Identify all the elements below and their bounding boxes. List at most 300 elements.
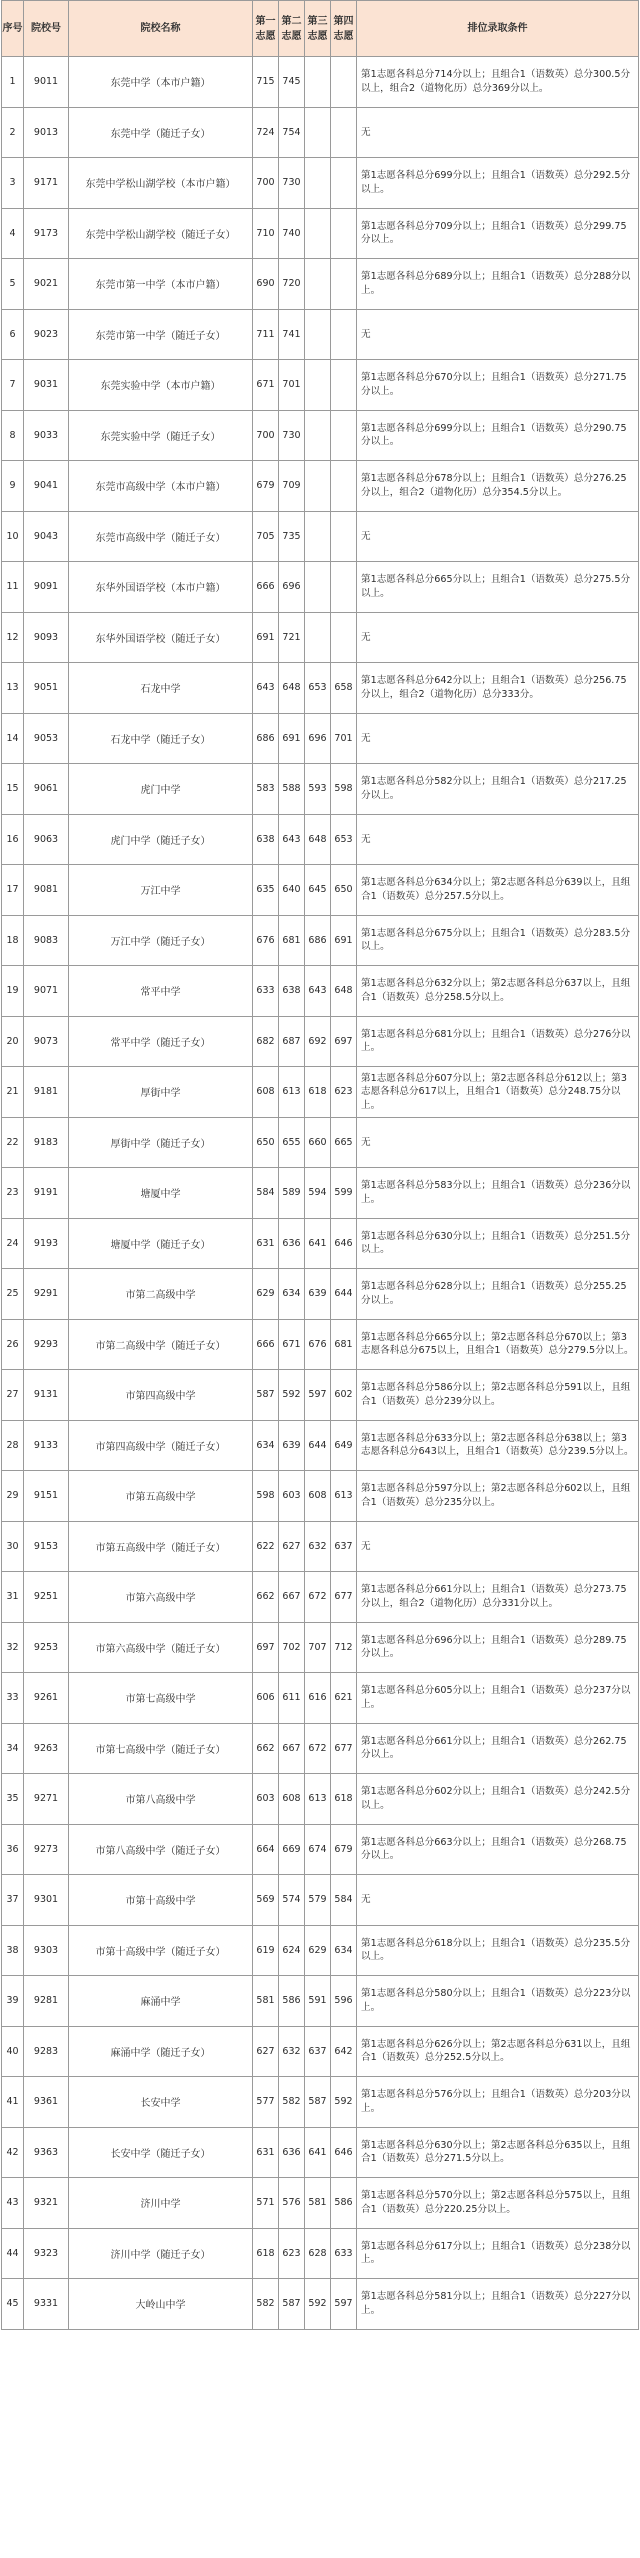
cell-first-choice-score: 690 (253, 259, 279, 310)
cell-first-choice-score: 631 (253, 2127, 279, 2178)
header-fourth-choice: 第四 志愿 (331, 1, 357, 57)
cell-seq: 33 (2, 1673, 24, 1724)
cell-second-choice-score: 624 (279, 1925, 305, 1976)
admission-score-table (1, 0, 639, 2330)
table-row (2, 2279, 639, 2330)
cell-school-code: 9303 (24, 1925, 69, 1976)
cell-admission-condition: 第1志愿各科总分628分以上；且组合1（语数英）总分255.25分以上。 (357, 1269, 639, 1320)
cell-fourth-choice-score: 677 (331, 1723, 357, 1774)
cell-school-name: 市第六高级中学（随迁子女） (69, 1622, 253, 1673)
cell-school-name: 市第四高级中学（随迁子女） (69, 1420, 253, 1471)
cell-school-name: 万江中学 (69, 865, 253, 916)
cell-school-code: 9321 (24, 2178, 69, 2229)
cell-second-choice-score: 745 (279, 57, 305, 108)
cell-school-name: 东华外国语学校（本市户籍） (69, 562, 253, 613)
cell-fourth-choice-score: 653 (331, 814, 357, 865)
cell-first-choice-score: 671 (253, 360, 279, 411)
table-row (2, 511, 639, 562)
cell-first-choice-score: 643 (253, 663, 279, 714)
table-row (2, 208, 639, 259)
cell-second-choice-score: 721 (279, 612, 305, 663)
table-row (2, 2127, 639, 2178)
cell-school-name: 万江中学（随迁子女） (69, 915, 253, 966)
cell-second-choice-score: 671 (279, 1319, 305, 1370)
cell-seq: 42 (2, 2127, 24, 2178)
cell-admission-condition: 第1志愿各科总分663分以上；且组合1（语数英）总分268.75分以上。 (357, 1824, 639, 1875)
cell-third-choice-score: 579 (305, 1875, 331, 1926)
cell-first-choice-score: 603 (253, 1774, 279, 1825)
cell-school-code: 9173 (24, 208, 69, 259)
cell-first-choice-score: 691 (253, 612, 279, 663)
cell-school-code: 9181 (24, 1067, 69, 1118)
cell-school-name: 石龙中学（随迁子女） (69, 713, 253, 764)
table-row (2, 865, 639, 916)
cell-fourth-choice-score: 592 (331, 2077, 357, 2128)
cell-school-code: 9043 (24, 511, 69, 562)
cell-fourth-choice-score: 602 (331, 1370, 357, 1421)
cell-school-name: 东莞中学松山湖学校（本市户籍） (69, 158, 253, 209)
cell-seq: 30 (2, 1521, 24, 1572)
cell-fourth-choice-score: 584 (331, 1875, 357, 1926)
cell-second-choice-score: 586 (279, 1976, 305, 2027)
table-row (2, 107, 639, 158)
cell-fourth-choice-score (331, 612, 357, 663)
cell-seq: 37 (2, 1875, 24, 1926)
header-third-choice: 第三 志愿 (305, 1, 331, 57)
cell-first-choice-score: 583 (253, 764, 279, 815)
cell-school-code: 9153 (24, 1521, 69, 1572)
cell-admission-condition: 无 (357, 814, 639, 865)
cell-seq: 18 (2, 915, 24, 966)
cell-first-choice-score: 705 (253, 511, 279, 562)
cell-seq: 39 (2, 1976, 24, 2027)
table-row (2, 1723, 639, 1774)
cell-third-choice-score: 676 (305, 1319, 331, 1370)
cell-seq: 16 (2, 814, 24, 865)
table-row (2, 915, 639, 966)
cell-third-choice-score: 597 (305, 1370, 331, 1421)
cell-seq: 24 (2, 1218, 24, 1269)
cell-admission-condition: 第1志愿各科总分699分以上；且组合1（语数英）总分292.5分以上。 (357, 158, 639, 209)
table-row (2, 1319, 639, 1370)
cell-admission-condition: 无 (357, 511, 639, 562)
table-row (2, 57, 639, 108)
cell-third-choice-score: 581 (305, 2178, 331, 2229)
cell-third-choice-score: 591 (305, 1976, 331, 2027)
cell-school-code: 9191 (24, 1168, 69, 1219)
cell-fourth-choice-score: 679 (331, 1824, 357, 1875)
cell-second-choice-score: 576 (279, 2178, 305, 2229)
cell-school-name: 厚街中学 (69, 1067, 253, 1118)
table-row (2, 663, 639, 714)
cell-fourth-choice-score: 701 (331, 713, 357, 764)
cell-third-choice-score: 592 (305, 2279, 331, 2330)
cell-school-name: 塘厦中学（随迁子女） (69, 1218, 253, 1269)
cell-admission-condition: 第1志愿各科总分632分以上；第2志愿各科总分637以上，且组合1（语数英）总分258.5分以上。 (357, 966, 639, 1017)
cell-fourth-choice-score: 681 (331, 1319, 357, 1370)
cell-seq: 40 (2, 2026, 24, 2077)
cell-school-name: 常平中学（随迁子女） (69, 1016, 253, 1067)
cell-admission-condition: 第1志愿各科总分583分以上；且组合1（语数英）总分236分以上。 (357, 1168, 639, 1219)
cell-admission-condition: 第1志愿各科总分602分以上；且组合1（语数英）总分242.5分以上。 (357, 1774, 639, 1825)
cell-first-choice-score: 697 (253, 1622, 279, 1673)
cell-second-choice-score: 636 (279, 2127, 305, 2178)
cell-second-choice-score: 648 (279, 663, 305, 714)
cell-school-name: 东莞实验中学（随迁子女） (69, 410, 253, 461)
cell-first-choice-score: 598 (253, 1471, 279, 1522)
table-row (2, 1976, 639, 2027)
table-row (2, 461, 639, 512)
table-row (2, 612, 639, 663)
cell-school-code: 9023 (24, 309, 69, 360)
cell-admission-condition: 第1志愿各科总分665分以上；且组合1（语数英）总分275.5分以上。 (357, 562, 639, 613)
cell-school-name: 市第六高级中学 (69, 1572, 253, 1623)
cell-school-name: 济川中学 (69, 2178, 253, 2229)
cell-seq: 31 (2, 1572, 24, 1623)
cell-school-code: 9171 (24, 158, 69, 209)
cell-school-code: 9323 (24, 2228, 69, 2279)
cell-admission-condition: 第1志愿各科总分586分以上；第2志愿各科总分591以上，且组合1（语数英）总分239分以上。 (357, 1370, 639, 1421)
cell-seq: 17 (2, 865, 24, 916)
cell-school-name: 市第八高级中学（随迁子女） (69, 1824, 253, 1875)
table-row (2, 158, 639, 209)
cell-second-choice-score: 603 (279, 1471, 305, 1522)
cell-school-code: 9251 (24, 1572, 69, 1623)
cell-second-choice-score: 669 (279, 1824, 305, 1875)
cell-school-name: 厚街中学（随迁子女） (69, 1117, 253, 1168)
cell-third-choice-score (305, 158, 331, 209)
cell-third-choice-score: 613 (305, 1774, 331, 1825)
cell-fourth-choice-score (331, 57, 357, 108)
table-row (2, 360, 639, 411)
cell-second-choice-score: 640 (279, 865, 305, 916)
table-body (2, 57, 639, 2330)
table-row (2, 1168, 639, 1219)
cell-admission-condition: 第1志愿各科总分699分以上；且组合1（语数英）总分290.75分以上。 (357, 410, 639, 461)
cell-admission-condition: 第1志愿各科总分582分以上；且组合1（语数英）总分217.25分以上。 (357, 764, 639, 815)
cell-first-choice-score: 679 (253, 461, 279, 512)
table-row (2, 1471, 639, 1522)
cell-admission-condition: 第1志愿各科总分678分以上；且组合1（语数英）总分276.25分以上，组合2（道物化历）总分354.5分以上。 (357, 461, 639, 512)
cell-school-name: 常平中学 (69, 966, 253, 1017)
cell-second-choice-score: 608 (279, 1774, 305, 1825)
cell-seq: 5 (2, 259, 24, 310)
cell-admission-condition: 第1志愿各科总分607分以上；第2志愿各科总分612以上；第3志愿各科总分617以上，且组合1（语数英）总分248.75分以上。 (357, 1067, 639, 1118)
cell-school-name: 东莞中学松山湖学校（随迁子女） (69, 208, 253, 259)
cell-admission-condition: 无 (357, 612, 639, 663)
cell-admission-condition: 无 (357, 1521, 639, 1572)
cell-third-choice-score: 608 (305, 1471, 331, 1522)
cell-seq: 4 (2, 208, 24, 259)
cell-admission-condition: 第1志愿各科总分661分以上；且组合1（语数英）总分273.75分以上，组合2（道物化历）总分331分以上。 (357, 1572, 639, 1623)
cell-third-choice-score: 696 (305, 713, 331, 764)
cell-school-code: 9193 (24, 1218, 69, 1269)
cell-seq: 34 (2, 1723, 24, 1774)
cell-fourth-choice-score: 648 (331, 966, 357, 1017)
cell-first-choice-score: 682 (253, 1016, 279, 1067)
cell-first-choice-score: 634 (253, 1420, 279, 1471)
cell-seq: 22 (2, 1117, 24, 1168)
cell-admission-condition: 第1志愿各科总分681分以上；且组合1（语数英）总分276分以上。 (357, 1016, 639, 1067)
header-condition: 排位录取条件 (357, 1, 639, 57)
table-row (2, 1521, 639, 1572)
cell-fourth-choice-score: 697 (331, 1016, 357, 1067)
cell-school-code: 9361 (24, 2077, 69, 2128)
cell-third-choice-score (305, 562, 331, 613)
cell-school-code: 9301 (24, 1875, 69, 1926)
cell-third-choice-score: 629 (305, 1925, 331, 1976)
cell-school-name: 市第十高级中学（随迁子女） (69, 1925, 253, 1976)
cell-school-name: 市第四高级中学 (69, 1370, 253, 1421)
cell-first-choice-score: 627 (253, 2026, 279, 2077)
cell-second-choice-score: 740 (279, 208, 305, 259)
cell-third-choice-score: 639 (305, 1269, 331, 1320)
cell-third-choice-score: 644 (305, 1420, 331, 1471)
cell-second-choice-score: 741 (279, 309, 305, 360)
table-row (2, 1420, 639, 1471)
cell-admission-condition: 第1志愿各科总分576分以上；且组合1（语数英）总分203分以上。 (357, 2077, 639, 2128)
cell-third-choice-score: 587 (305, 2077, 331, 2128)
cell-third-choice-score: 707 (305, 1622, 331, 1673)
cell-fourth-choice-score: 691 (331, 915, 357, 966)
cell-third-choice-score (305, 57, 331, 108)
cell-third-choice-score: 645 (305, 865, 331, 916)
header-code: 院校号 (24, 1, 69, 57)
cell-second-choice-score: 639 (279, 1420, 305, 1471)
table-row (2, 2026, 639, 2077)
table-row (2, 966, 639, 1017)
cell-seq: 26 (2, 1319, 24, 1370)
cell-first-choice-score: 638 (253, 814, 279, 865)
cell-seq: 43 (2, 2178, 24, 2229)
cell-admission-condition: 无 (357, 309, 639, 360)
cell-fourth-choice-score: 646 (331, 1218, 357, 1269)
cell-school-name: 市第七高级中学（随迁子女） (69, 1723, 253, 1774)
cell-admission-condition: 第1志愿各科总分670分以上；且组合1（语数英）总分271.75分以上。 (357, 360, 639, 411)
cell-school-code: 9151 (24, 1471, 69, 1522)
table-row (2, 309, 639, 360)
cell-school-code: 9363 (24, 2127, 69, 2178)
cell-school-code: 9071 (24, 966, 69, 1017)
cell-seq: 38 (2, 1925, 24, 1976)
cell-second-choice-score: 667 (279, 1723, 305, 1774)
cell-first-choice-score: 606 (253, 1673, 279, 1724)
cell-school-code: 9133 (24, 1420, 69, 1471)
cell-school-name: 长安中学（随迁子女） (69, 2127, 253, 2178)
cell-school-code: 9031 (24, 360, 69, 411)
cell-school-name: 济川中学（随迁子女） (69, 2228, 253, 2279)
cell-school-name: 市第八高级中学 (69, 1774, 253, 1825)
cell-fourth-choice-score (331, 360, 357, 411)
table-row (2, 562, 639, 613)
cell-third-choice-score: 632 (305, 1521, 331, 1572)
cell-admission-condition: 第1志愿各科总分642分以上；且组合1（语数英）总分256.75分以上，组合2（道物化历）总分333分。 (357, 663, 639, 714)
cell-admission-condition: 第1志愿各科总分630分以上；且组合1（语数英）总分251.5分以上。 (357, 1218, 639, 1269)
cell-school-code: 9253 (24, 1622, 69, 1673)
cell-second-choice-score: 701 (279, 360, 305, 411)
cell-third-choice-score: 674 (305, 1824, 331, 1875)
cell-first-choice-score: 631 (253, 1218, 279, 1269)
cell-fourth-choice-score (331, 410, 357, 461)
cell-first-choice-score: 635 (253, 865, 279, 916)
cell-third-choice-score (305, 259, 331, 310)
cell-seq: 20 (2, 1016, 24, 1067)
cell-school-name: 东莞中学（随迁子女） (69, 107, 253, 158)
cell-third-choice-score: 660 (305, 1117, 331, 1168)
cell-seq: 7 (2, 360, 24, 411)
cell-third-choice-score (305, 107, 331, 158)
cell-school-name: 市第十高级中学 (69, 1875, 253, 1926)
cell-seq: 13 (2, 663, 24, 714)
cell-school-name: 市第二高级中学 (69, 1269, 253, 1320)
table-row (2, 1925, 639, 1976)
cell-third-choice-score (305, 612, 331, 663)
cell-school-name: 东莞中学（本市户籍） (69, 57, 253, 108)
cell-school-code: 9081 (24, 865, 69, 916)
cell-third-choice-score: 692 (305, 1016, 331, 1067)
cell-first-choice-score: 686 (253, 713, 279, 764)
cell-fourth-choice-score: 613 (331, 1471, 357, 1522)
cell-seq: 25 (2, 1269, 24, 1320)
cell-fourth-choice-score (331, 259, 357, 310)
cell-admission-condition: 第1志愿各科总分626分以上；第2志愿各科总分631以上，且组合1（语数英）总分252.5分以上。 (357, 2026, 639, 2077)
cell-fourth-choice-score (331, 158, 357, 209)
cell-fourth-choice-score: 644 (331, 1269, 357, 1320)
cell-second-choice-score: 691 (279, 713, 305, 764)
cell-second-choice-score: 754 (279, 107, 305, 158)
cell-second-choice-score: 574 (279, 1875, 305, 1926)
cell-seq: 9 (2, 461, 24, 512)
cell-third-choice-score: 641 (305, 2127, 331, 2178)
cell-fourth-choice-score: 665 (331, 1117, 357, 1168)
cell-school-code: 9063 (24, 814, 69, 865)
header-first-choice: 第一 志愿 (253, 1, 279, 57)
cell-fourth-choice-score: 642 (331, 2026, 357, 2077)
cell-seq: 21 (2, 1067, 24, 1118)
cell-school-code: 9263 (24, 1723, 69, 1774)
cell-seq: 44 (2, 2228, 24, 2279)
cell-school-code: 9083 (24, 915, 69, 966)
cell-fourth-choice-score (331, 562, 357, 613)
cell-first-choice-score: 587 (253, 1370, 279, 1421)
cell-school-code: 9013 (24, 107, 69, 158)
cell-fourth-choice-score: 637 (331, 1521, 357, 1572)
cell-school-name: 虎门中学（随迁子女） (69, 814, 253, 865)
cell-fourth-choice-score: 646 (331, 2127, 357, 2178)
cell-first-choice-score: 584 (253, 1168, 279, 1219)
cell-third-choice-score: 648 (305, 814, 331, 865)
cell-seq: 10 (2, 511, 24, 562)
cell-first-choice-score: 664 (253, 1824, 279, 1875)
cell-admission-condition: 第1志愿各科总分689分以上；且组合1（语数英）总分288分以上。 (357, 259, 639, 310)
cell-second-choice-score: 632 (279, 2026, 305, 2077)
header-seq: 序号 (2, 1, 24, 57)
table-row (2, 1824, 639, 1875)
cell-fourth-choice-score: 634 (331, 1925, 357, 1976)
cell-first-choice-score: 711 (253, 309, 279, 360)
cell-school-name: 麻涌中学 (69, 1976, 253, 2027)
table-row (2, 410, 639, 461)
cell-second-choice-score: 687 (279, 1016, 305, 1067)
cell-first-choice-score: 622 (253, 1521, 279, 1572)
cell-school-code: 9331 (24, 2279, 69, 2330)
table-row (2, 713, 639, 764)
cell-fourth-choice-score: 598 (331, 764, 357, 815)
cell-admission-condition: 第1志愿各科总分634分以上；第2志愿各科总分639以上，且组合1（语数英）总分257.5分以上。 (357, 865, 639, 916)
cell-first-choice-score: 662 (253, 1723, 279, 1774)
cell-school-name: 东莞市高级中学（本市户籍） (69, 461, 253, 512)
cell-third-choice-score (305, 309, 331, 360)
cell-seq: 3 (2, 158, 24, 209)
cell-seq: 11 (2, 562, 24, 613)
header-second-choice: 第二 志愿 (279, 1, 305, 57)
cell-second-choice-score: 589 (279, 1168, 305, 1219)
cell-admission-condition: 第1志愿各科总分633分以上；第2志愿各科总分638以上；第3志愿各科总分643以上，且组合1（语数英）总分239.5分以上。 (357, 1420, 639, 1471)
cell-admission-condition: 无 (357, 713, 639, 764)
cell-second-choice-score: 681 (279, 915, 305, 966)
cell-fourth-choice-score: 586 (331, 2178, 357, 2229)
cell-school-code: 9033 (24, 410, 69, 461)
cell-second-choice-score: 634 (279, 1269, 305, 1320)
cell-second-choice-score: 643 (279, 814, 305, 865)
cell-school-code: 9011 (24, 57, 69, 108)
cell-school-code: 9131 (24, 1370, 69, 1421)
cell-seq: 32 (2, 1622, 24, 1673)
cell-second-choice-score: 709 (279, 461, 305, 512)
cell-admission-condition: 第1志愿各科总分661分以上；且组合1（语数英）总分262.75分以上。 (357, 1723, 639, 1774)
cell-fourth-choice-score (331, 511, 357, 562)
cell-admission-condition: 第1志愿各科总分605分以上；且组合1（语数英）总分237分以上。 (357, 1673, 639, 1724)
table-row (2, 1673, 639, 1724)
cell-seq: 29 (2, 1471, 24, 1522)
cell-seq: 45 (2, 2279, 24, 2330)
cell-fourth-choice-score (331, 461, 357, 512)
cell-second-choice-score: 636 (279, 1218, 305, 1269)
cell-fourth-choice-score (331, 309, 357, 360)
cell-school-name: 东莞实验中学（本市户籍） (69, 360, 253, 411)
cell-third-choice-score: 672 (305, 1723, 331, 1774)
table-row (2, 1875, 639, 1926)
cell-fourth-choice-score: 677 (331, 1572, 357, 1623)
table-row (2, 2178, 639, 2229)
cell-school-name: 石龙中学 (69, 663, 253, 714)
cell-first-choice-score: 582 (253, 2279, 279, 2330)
cell-fourth-choice-score: 623 (331, 1067, 357, 1118)
table-row (2, 1622, 639, 1673)
cell-school-code: 9291 (24, 1269, 69, 1320)
cell-school-name: 东莞市第一中学（随迁子女） (69, 309, 253, 360)
cell-first-choice-score: 662 (253, 1572, 279, 1623)
table-row (2, 259, 639, 310)
cell-fourth-choice-score (331, 107, 357, 158)
cell-first-choice-score: 710 (253, 208, 279, 259)
cell-third-choice-score: 618 (305, 1067, 331, 1118)
cell-third-choice-score: 616 (305, 1673, 331, 1724)
cell-first-choice-score: 571 (253, 2178, 279, 2229)
cell-second-choice-score: 667 (279, 1572, 305, 1623)
cell-school-code: 9053 (24, 713, 69, 764)
cell-third-choice-score: 628 (305, 2228, 331, 2279)
cell-first-choice-score: 666 (253, 1319, 279, 1370)
cell-admission-condition: 第1志愿各科总分581分以上；且组合1（语数英）总分227分以上。 (357, 2279, 639, 2330)
table-row (2, 1572, 639, 1623)
cell-seq: 28 (2, 1420, 24, 1471)
cell-seq: 23 (2, 1168, 24, 1219)
cell-school-code: 9041 (24, 461, 69, 512)
cell-school-name: 市第二高级中学（随迁子女） (69, 1319, 253, 1370)
table-row (2, 1218, 639, 1269)
cell-first-choice-score: 724 (253, 107, 279, 158)
